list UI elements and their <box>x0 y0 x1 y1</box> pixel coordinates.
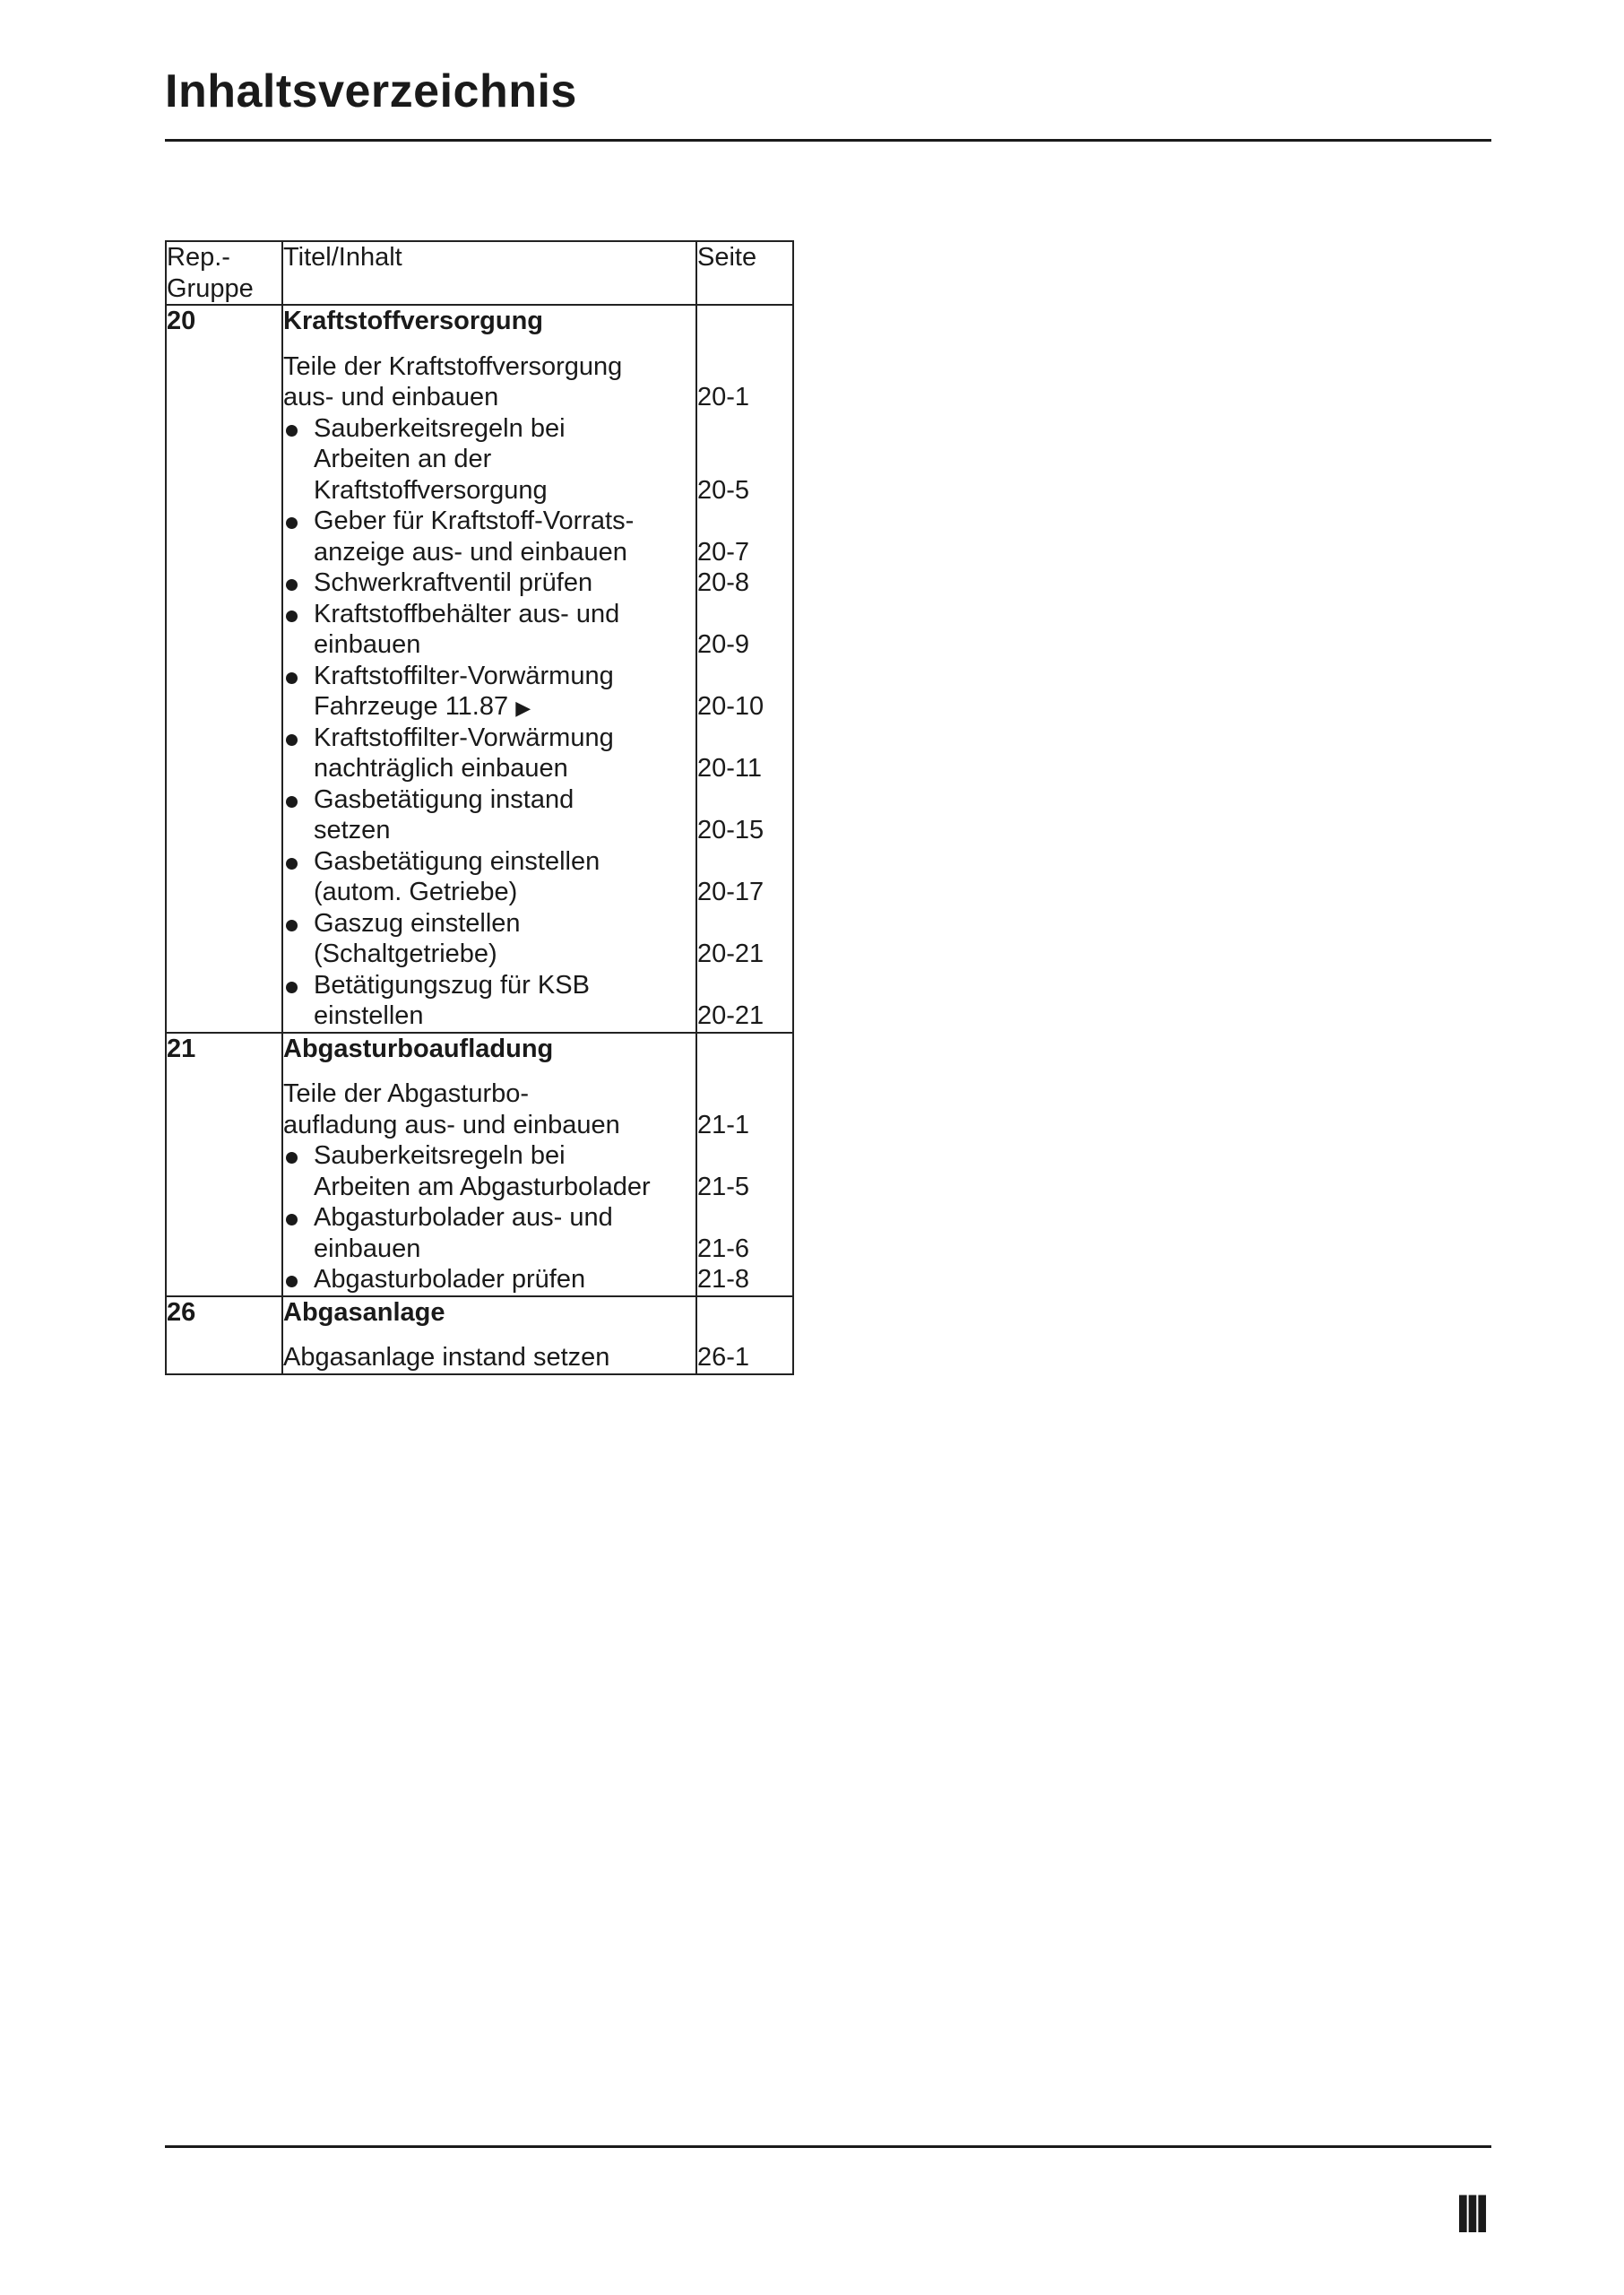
page-spacer <box>697 306 792 337</box>
toc-entry-line: (Schaltgetriebe) <box>314 940 497 968</box>
page-number[interactable]: 21-6 <box>697 1234 750 1263</box>
toc-entry-line <box>283 784 695 816</box>
toc-section <box>166 1296 793 1374</box>
page-number[interactable] <box>697 599 792 630</box>
bullet-icon <box>286 1276 298 1287</box>
group-number: 20 <box>166 305 282 1033</box>
toc-entry-text: Abgasturbolader prüfen <box>314 1265 586 1294</box>
page-number[interactable] <box>697 1140 792 1172</box>
toc-entry-text: Geber für Kraftstoff-Vorrats- <box>314 507 635 535</box>
toc-entry-text: Gaszug einstellen <box>314 908 521 938</box>
page-number[interactable] <box>697 506 792 537</box>
toc-entry-line: einstellen <box>314 1001 424 1030</box>
bullet-icon <box>286 982 298 993</box>
section-content <box>282 1033 696 1296</box>
page-number[interactable]: 21-5 <box>697 1172 750 1201</box>
toc-entry-line <box>283 1264 695 1295</box>
page-number[interactable] <box>697 970 792 1001</box>
toc-entry-line <box>283 970 695 1001</box>
toc-entry-line <box>283 691 695 723</box>
bullet-icon <box>286 920 298 931</box>
toc-entry-text: Sauberkeitsregeln bei <box>314 413 566 443</box>
toc-entry-line <box>283 723 695 754</box>
page-number[interactable]: 20-21 <box>697 940 764 968</box>
page-number[interactable]: 21-8 <box>697 1265 750 1294</box>
toc-entry-line <box>283 661 695 692</box>
toc-table <box>165 240 794 1375</box>
toc-entry-text: Kraftstoffilter-Vorwärmung <box>314 661 614 690</box>
page-number[interactable]: 20-5 <box>697 475 750 505</box>
toc-entry-line: einbauen <box>314 1234 421 1263</box>
toc-entry-line: einbauen <box>314 630 421 659</box>
toc-entry-line: nachträglich einbauen <box>314 754 568 783</box>
bullet-icon <box>286 858 298 870</box>
section-title[interactable]: Abgasturboaufladung <box>283 1034 554 1063</box>
toc-entry-line <box>283 1202 695 1234</box>
toc-entry-line: aufladung aus- und einbauen <box>283 1110 620 1139</box>
toc-entry-line: (autom. Getriebe) <box>314 878 518 906</box>
page-number[interactable] <box>697 846 792 878</box>
page-number[interactable]: 20-7 <box>697 537 750 567</box>
toc-entry-line: Teile der Abgasturbo- <box>283 1079 530 1108</box>
page-number[interactable] <box>697 413 792 445</box>
section-content <box>282 305 696 1033</box>
page-number[interactable]: 20-10 <box>697 692 764 721</box>
page-number[interactable]: 20-8 <box>697 568 750 597</box>
header-group-line2: Gruppe <box>167 273 254 303</box>
page-number[interactable] <box>697 351 792 383</box>
header-rule <box>165 139 1491 142</box>
group-number: 21 <box>166 1033 282 1296</box>
page-number[interactable] <box>697 661 792 692</box>
bullet-icon <box>286 796 298 808</box>
page-number[interactable] <box>697 784 792 816</box>
page-number[interactable]: 20-9 <box>697 630 750 659</box>
page-column <box>696 305 793 1033</box>
page-spacer <box>697 1034 792 1065</box>
toc-entry-line <box>283 506 695 537</box>
toc-entry-line <box>283 908 695 940</box>
toc-entry-line: Teile der Kraftstoffversorgung <box>283 351 623 381</box>
page-number[interactable]: 26-1 <box>697 1343 750 1372</box>
toc-entry-text: Sauberkeitsregeln bei <box>314 1141 566 1170</box>
toc-section <box>166 1033 793 1296</box>
toc-entry-text: Gasbetätigung instand <box>314 784 574 814</box>
section-title[interactable]: Abgasanlage <box>283 1297 445 1327</box>
toc-entry-text: Gasbetätigung einstellen <box>314 846 600 876</box>
page-number[interactable]: 20-1 <box>697 383 750 411</box>
bullet-icon <box>286 734 298 746</box>
toc-entry-line <box>283 846 695 878</box>
page-number[interactable] <box>697 1202 792 1234</box>
toc-entry-text: Betätigungszug für KSB <box>314 970 590 1000</box>
bullet-icon <box>286 517 298 529</box>
toc-entry-line: Arbeiten am Abgasturbolader <box>314 1172 651 1201</box>
arrow-right-icon: ▶ <box>515 697 531 719</box>
page-number[interactable] <box>697 723 792 754</box>
header-group <box>166 241 282 305</box>
bullet-icon <box>286 1214 298 1225</box>
toc-entry-text: Fahrzeuge 11.87 <box>314 692 509 721</box>
page-number[interactable]: 20-15 <box>697 816 764 844</box>
page-column <box>696 1033 793 1296</box>
toc-entry-text: Kraftstoffilter-Vorwärmung <box>314 723 614 752</box>
toc-entry-line <box>283 413 695 445</box>
toc-entry-line: anzeige aus- und einbauen <box>314 537 627 567</box>
toc-entry-text: Abgasturbolader aus- und <box>314 1203 613 1232</box>
page-number[interactable]: 20-21 <box>697 1001 764 1030</box>
group-number: 26 <box>166 1296 282 1374</box>
bullet-icon <box>286 1152 298 1164</box>
page-number[interactable]: 20-11 <box>697 754 763 783</box>
header-page: Seite <box>696 241 793 305</box>
page-number[interactable] <box>697 1078 792 1110</box>
bullet-icon <box>286 672 298 684</box>
bullet-icon <box>286 579 298 591</box>
page-number[interactable] <box>697 908 792 940</box>
toc-entry-line: Kraftstoffversorgung <box>314 475 548 505</box>
toc-entry-line: Abgasanlage instand setzen <box>283 1343 610 1372</box>
toc-entry-line: setzen <box>314 816 391 844</box>
toc-entry-line <box>283 567 695 599</box>
bullet-icon <box>286 425 298 437</box>
section-content <box>282 1296 696 1374</box>
section-title[interactable]: Kraftstoffversorgung <box>283 307 544 335</box>
toc-entry-line <box>283 1140 695 1172</box>
page-number[interactable]: 21-1 <box>697 1110 750 1139</box>
toc-entry-text: Kraftstoffbehälter aus- und <box>314 599 620 628</box>
toc-entry-line: Arbeiten an der <box>314 445 492 473</box>
page-spacer <box>697 1297 792 1329</box>
toc-entry-line <box>283 599 695 630</box>
page-title: Inhaltsverzeichnis <box>165 65 577 117</box>
page-number[interactable]: 20-17 <box>697 878 764 906</box>
toc-section <box>166 305 793 1033</box>
page-marker: III <box>1456 2184 1485 2244</box>
toc-entry-text: Schwerkraftventil prüfen <box>314 568 593 597</box>
header-title: Titel/Inhalt <box>282 241 696 305</box>
toc-entry-line: aus- und einbauen <box>283 383 499 411</box>
page-number[interactable] <box>697 444 792 475</box>
page-column <box>696 1296 793 1374</box>
footer-rule <box>165 2145 1491 2148</box>
bullet-icon <box>286 611 298 622</box>
toc-header-row <box>166 241 793 305</box>
header-group-line1: Rep.- <box>167 243 230 272</box>
